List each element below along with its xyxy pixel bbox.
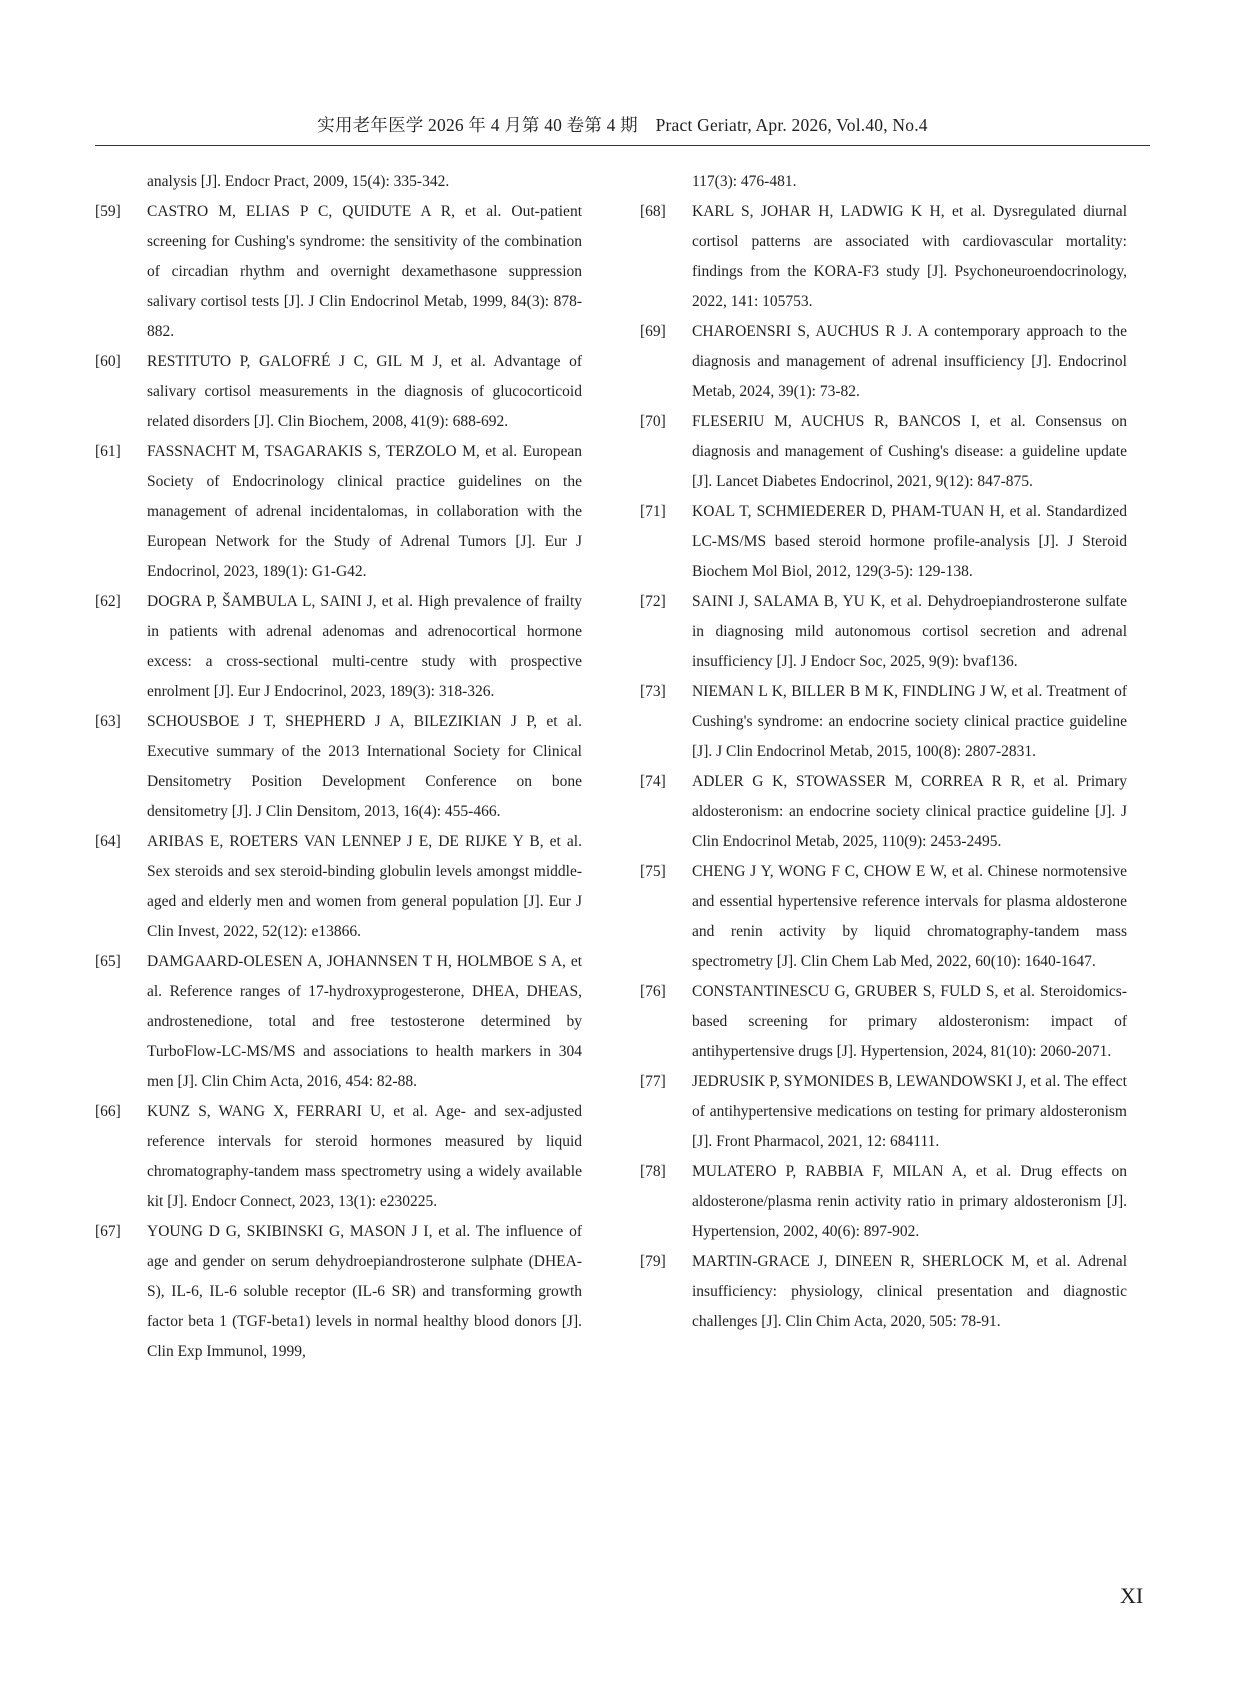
reference-number: [76] xyxy=(640,983,666,1000)
reference-number: [59] xyxy=(95,203,121,220)
reference-68 xyxy=(640,197,1127,317)
reference-62 xyxy=(95,587,582,707)
reference-64 xyxy=(95,827,582,947)
reference-number: [62] xyxy=(95,593,121,610)
reference-text: MARTIN-GRACE J, DINEEN R, SHERLOCK M, et al. Adrenal insufficiency: physiology, clinical presentation and diagnostic challenges [J]. Clin Chim Acta, 2020, 505: 78-91. xyxy=(692,1253,1127,1330)
reference-text: KARL S, JOHAR H, LADWIG K H, et al. Dysregulated diurnal cortisol patterns are associated with cardiovascular mortality: findings from the KORA-F3 study [J]. Psychoneuroendocrinology, 2022, 141: 105753. xyxy=(692,203,1127,310)
reference-text: FLESERIU M, AUCHUS R, BANCOS I, et al. Consensus on diagnosis and management of Cushing's disease: a guideline update [J]. Lancet Diabetes Endocrinol, 2021, 9(12): 847-875. xyxy=(692,413,1127,490)
reference-text: CHENG J Y, WONG F C, CHOW E W, et al. Chinese normotensive and essential hypertensive reference intervals for plasma aldosterone and renin activity by liquid chromatography-tandem mass spectrometry [J]. Clin Chem Lab Med, 2022, 60(10): 1640-1647. xyxy=(692,863,1127,970)
reference-text: JEDRUSIK P, SYMONIDES B, LEWANDOWSKI J, et al. The effect of antihypertensive medications on testing for primary aldosteronism [J]. Front Pharmacol, 2021, 12: 684111. xyxy=(692,1073,1127,1150)
reference-number: [75] xyxy=(640,863,666,880)
reference-text: SCHOUSBOE J T, SHEPHERD J A, BILEZIKIAN J P, et al. Executive summary of the 2013 International Society for Clinical Densitometry Position Development Conference on bone densitometry [J]. J Clin Densitom, 2013, 16(4): 455-466. xyxy=(147,713,582,820)
reference-66 xyxy=(95,1097,582,1217)
reference-number: [67] xyxy=(95,1223,121,1240)
reference-61 xyxy=(95,437,582,587)
page-number: XI xyxy=(1120,1583,1144,1608)
reference-number: [60] xyxy=(95,353,121,370)
reference-text: YOUNG D G, SKIBINSKI G, MASON J I, et al. The influence of age and gender on serum dehydroepiandrosterone sulphate (DHEA-S), IL-6, IL-6 soluble receptor (IL-6 SR) and transforming growth factor beta 1 (TGF-beta1) levels in normal healthy blood donors [J]. Clin Exp Immunol, 1999, xyxy=(147,1223,582,1360)
reference-76 xyxy=(640,977,1127,1067)
reference-60 xyxy=(95,347,582,437)
header-rule xyxy=(95,145,1150,146)
reference-number: [63] xyxy=(95,713,121,730)
reference-number: [74] xyxy=(640,773,666,790)
reference-number: [70] xyxy=(640,413,666,430)
reference-column-left xyxy=(95,167,582,1367)
reference-number: [64] xyxy=(95,833,121,850)
reference-number: [73] xyxy=(640,683,666,700)
reference-77 xyxy=(640,1067,1127,1157)
reference-text: ARIBAS E, ROETERS VAN LENNEP J E, DE RIJKE Y B, et al. Sex steroids and sex steroid-binding globulin levels amongst middle-aged and elderly men and women from general population [J]. Eur J Clin Invest, 2022, 52(12): e13866. xyxy=(147,833,582,940)
reference-72 xyxy=(640,587,1127,677)
reference-text: DAMGAARD-OLESEN A, JOHANNSEN T H, HOLMBOE S A, et al. Reference ranges of 17-hydroxyprogesterone, DHEA, DHEAS, androstenedione, total and free testosterone determined by TurboFlow-LC-MS/MS and associations to health markers in 304 men [J]. Clin Chim Acta, 2016, 454: 82-88. xyxy=(147,953,582,1090)
reference-70 xyxy=(640,407,1127,497)
reference-number: [61] xyxy=(95,443,121,460)
reference-number: [71] xyxy=(640,503,666,520)
reference-71 xyxy=(640,497,1127,587)
reference-78 xyxy=(640,1157,1127,1247)
reference-number: [77] xyxy=(640,1073,666,1090)
reference-text: RESTITUTO P, GALOFRÉ J C, GIL M J, et al. Advantage of salivary cortisol measurements in the diagnosis of glucocorticoid related disorders [J]. Clin Biochem, 2008, 41(9): 688-692. xyxy=(147,353,582,430)
reference-text: KOAL T, SCHMIEDERER D, PHAM-TUAN H, et al. Standardized LC-MS/MS based steroid hormone profile-analysis [J]. J Steroid Biochem Mol Biol, 2012, 129(3-5): 129-138. xyxy=(692,503,1127,580)
reference-text: analysis [J]. Endocr Pract, 2009, 15(4): 335-342. xyxy=(147,173,450,190)
reference-text: CASTRO M, ELIAS P C, QUIDUTE A R, et al. Out-patient screening for Cushing's syndrome: the sensitivity of the combination of circadian rhythm and overnight dexamethasone suppression salivary cortisol tests [J]. J Clin Endocrinol Metab, 1999, 84(3): 878-882. xyxy=(147,203,582,340)
reference-continuation xyxy=(95,167,582,197)
reference-number: [68] xyxy=(640,203,666,220)
running-header: 实用老年医学 2026 年 4 月第 40 卷第 4 期 Pract Geriatr, Apr. 2026, Vol.40, No.4 xyxy=(317,115,928,135)
reference-65 xyxy=(95,947,582,1097)
reference-75 xyxy=(640,857,1127,977)
reference-number: [72] xyxy=(640,593,666,610)
reference-column-right xyxy=(640,167,1127,1337)
reference-number: [66] xyxy=(95,1103,121,1120)
reference-text: FASSNACHT M, TSAGARAKIS S, TERZOLO M, et al. European Society of Endocrinology clinical practice guidelines on the management of adrenal incidentalomas, in collaboration with the European Network for the Study of Adrenal Tumors [J]. Eur J Endocrinol, 2023, 189(1): G1-G42. xyxy=(147,443,582,580)
reference-number: [69] xyxy=(640,323,666,340)
reference-74 xyxy=(640,767,1127,857)
reference-text: KUNZ S, WANG X, FERRARI U, et al. Age- and sex-adjusted reference intervals for steroid hormones measured by liquid chromatography-tandem mass spectrometry using a widely available kit [J]. Endocr Connect, 2023, 13(1): e230225. xyxy=(147,1103,582,1210)
reference-text: NIEMAN L K, BILLER B M K, FINDLING J W, et al. Treatment of Cushing's syndrome: an endocrine society clinical practice guideline [J]. J Clin Endocrinol Metab, 2015, 100(8): 2807-2831. xyxy=(692,683,1127,760)
reference-63 xyxy=(95,707,582,827)
reference-79 xyxy=(640,1247,1127,1337)
reference-text: DOGRA P, ŠAMBULA L, SAINI J, et al. High prevalence of frailty in patients with adrenal adenomas and adrenocortical hormone excess: a cross-sectional multi-centre study with prospective enrolment [J]. Eur J Endocrinol, 2023, 189(3): 318-326. xyxy=(147,593,582,700)
reference-69 xyxy=(640,317,1127,407)
reference-text: CHAROENSRI S, AUCHUS R J. A contemporary approach to the diagnosis and management of adrenal insufficiency [J]. Endocrinol Metab, 2024, 39(1): 73-82. xyxy=(692,323,1127,400)
reference-59 xyxy=(95,197,582,347)
reference-73 xyxy=(640,677,1127,767)
reference-text: CONSTANTINESCU G, GRUBER S, FULD S, et al. Steroidomics-based screening for primary aldosteronism: impact of antihypertensive drugs [J]. Hypertension, 2024, 81(10): 2060-2071. xyxy=(692,983,1127,1060)
reference-text: 117(3): 476-481. xyxy=(692,173,797,190)
reference-number: [65] xyxy=(95,953,121,970)
reference-67 xyxy=(95,1217,582,1367)
reference-continuation xyxy=(640,167,1127,197)
reference-text: SAINI J, SALAMA B, YU K, et al. Dehydroepiandrosterone sulfate in diagnosing mild autonomous cortisol secretion and adrenal insufficiency [J]. J Endocr Soc, 2025, 9(9): bvaf136. xyxy=(692,593,1127,670)
reference-text: MULATERO P, RABBIA F, MILAN A, et al. Drug effects on aldosterone/plasma renin activity ratio in primary aldosteronism [J]. Hypertension, 2002, 40(6): 897-902. xyxy=(692,1163,1127,1240)
reference-text: ADLER G K, STOWASSER M, CORREA R R, et al. Primary aldosteronism: an endocrine society clinical practice guideline [J]. J Clin Endocrinol Metab, 2025, 110(9): 2453-2495. xyxy=(692,773,1127,850)
reference-number: [78] xyxy=(640,1163,666,1180)
reference-number: [79] xyxy=(640,1253,666,1270)
